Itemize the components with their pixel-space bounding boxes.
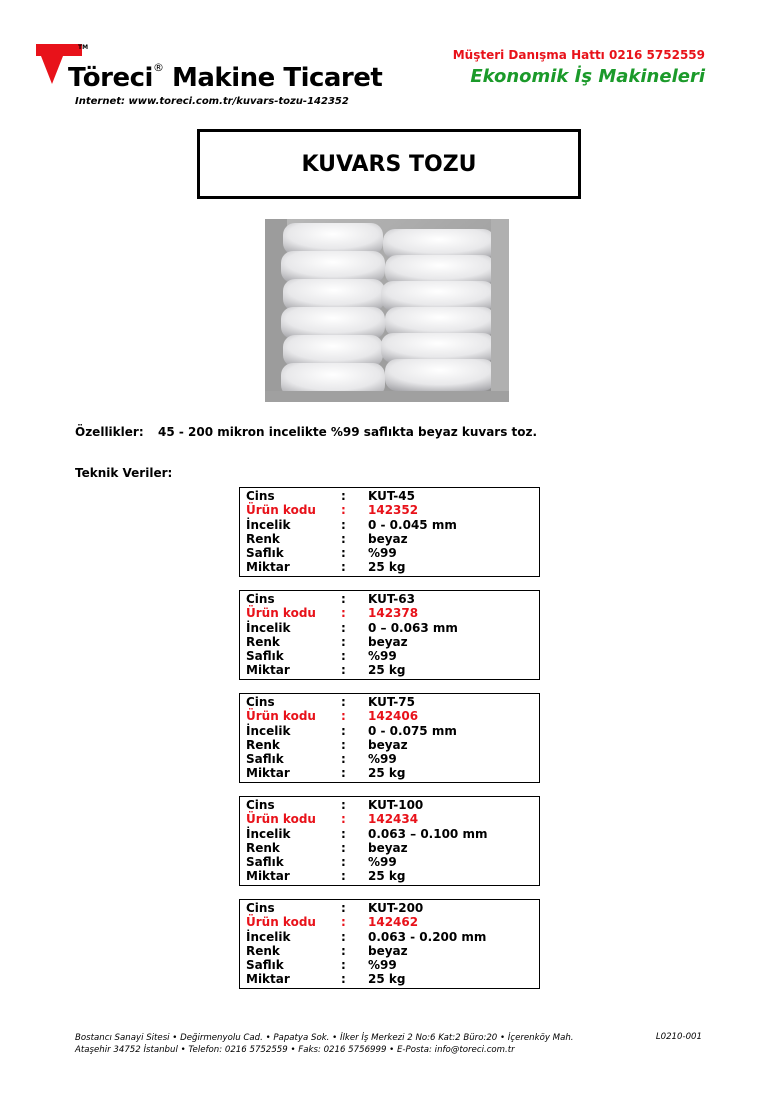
brand-name-suffix: Makine Ticaret — [172, 63, 383, 93]
spec-row-purity — [240, 649, 539, 663]
spec-row-cins — [240, 798, 539, 812]
spec-value: 0.063 – 0.100 mm — [368, 826, 488, 841]
spec-value: %99 — [368, 855, 397, 870]
spec-row-quantity — [240, 663, 539, 677]
spec-row-color — [240, 738, 539, 752]
spec-separator: : — [341, 695, 346, 709]
spec-box — [239, 693, 540, 783]
spec-separator: : — [341, 546, 346, 561]
spec-box — [239, 796, 540, 886]
spec-separator: : — [341, 649, 346, 664]
spec-separator: : — [341, 958, 346, 973]
trademark-mark: TM — [78, 44, 89, 51]
spec-value: beyaz — [368, 531, 408, 546]
footer-line-1: Bostancı Sanayi Sitesi • Değirmenyolu Cad. • Papatya Sok. • İlker İş Merkezi 2 No:6 Kat:2 Büro:20 • İçerenköy Mah. — [75, 1033, 574, 1043]
spec-separator: : — [341, 929, 346, 944]
spec-separator: : — [341, 489, 346, 503]
spec-row-fineness — [240, 724, 539, 738]
spec-box — [239, 899, 540, 989]
spec-separator: : — [341, 766, 346, 781]
spec-key: İncelik — [246, 517, 291, 532]
spec-value: %99 — [368, 958, 397, 973]
spec-value: beyaz — [368, 943, 408, 958]
spec-row-fineness — [240, 518, 539, 532]
spec-separator: : — [341, 634, 346, 649]
spec-key: Renk — [246, 634, 280, 649]
spec-row-purity — [240, 855, 539, 869]
spec-row-purity — [240, 752, 539, 766]
spec-row-fineness — [240, 827, 539, 841]
spec-key: Cins — [246, 901, 275, 915]
product-title-box — [197, 129, 581, 199]
spec-key: İncelik — [246, 826, 291, 841]
spec-value: 25 kg — [368, 766, 406, 781]
technical-data-label: Teknik Veriler: — [75, 466, 173, 480]
spec-value: 0.063 - 0.200 mm — [368, 929, 487, 944]
spec-separator: : — [341, 869, 346, 884]
spec-value: %99 — [368, 752, 397, 767]
brand-name — [68, 63, 382, 93]
spec-key: Saflık — [246, 855, 284, 870]
features-line — [75, 425, 537, 439]
footer-address — [75, 1032, 574, 1056]
spec-key: Cins — [246, 695, 275, 709]
spec-row-cins — [240, 489, 539, 503]
spec-value: 142352 — [368, 503, 419, 518]
spec-separator: : — [341, 592, 346, 606]
spec-key: Cins — [246, 592, 275, 606]
spec-separator: : — [341, 752, 346, 767]
spec-row-cins — [240, 695, 539, 709]
spec-value: KUT-100 — [368, 798, 424, 812]
spec-separator: : — [341, 517, 346, 532]
spec-row-fineness — [240, 930, 539, 944]
spec-key: Cins — [246, 798, 275, 812]
spec-separator: : — [341, 737, 346, 752]
spec-value: 25 kg — [368, 663, 406, 678]
spec-separator: : — [341, 901, 346, 915]
spec-key: Renk — [246, 531, 280, 546]
spec-row-product-code — [240, 709, 539, 723]
spec-separator: : — [341, 560, 346, 575]
spec-value: %99 — [368, 546, 397, 561]
spec-key: Miktar — [246, 663, 290, 678]
spec-row-product-code — [240, 606, 539, 620]
spec-key: İncelik — [246, 723, 291, 738]
spec-key: Saflık — [246, 752, 284, 767]
spec-row-color — [240, 635, 539, 649]
spec-row-color — [240, 532, 539, 546]
spec-key: Ürün kodu — [246, 812, 316, 827]
spec-value: KUT-75 — [368, 695, 415, 709]
spec-key: Saflık — [246, 958, 284, 973]
spec-row-purity — [240, 958, 539, 972]
spec-key: Ürün kodu — [246, 709, 316, 724]
product-photo — [265, 219, 509, 402]
spec-row-quantity — [240, 560, 539, 574]
spec-separator: : — [341, 798, 346, 812]
spec-value: KUT-45 — [368, 489, 415, 503]
spec-separator: : — [341, 943, 346, 958]
spec-key: Saflık — [246, 546, 284, 561]
company-slogan: Ekonomik İş Makineleri — [470, 66, 705, 87]
spec-separator: : — [341, 663, 346, 678]
spec-value: 142462 — [368, 915, 419, 930]
spec-value: 25 kg — [368, 869, 406, 884]
spec-key: Saflık — [246, 649, 284, 664]
customer-hotline: Müşteri Danışma Hattı 0216 5752559 — [452, 48, 705, 62]
spec-separator: : — [341, 723, 346, 738]
spec-value: beyaz — [368, 840, 408, 855]
spec-key: Renk — [246, 943, 280, 958]
spec-key: Ürün kodu — [246, 915, 316, 930]
spec-value: 142434 — [368, 812, 419, 827]
spec-row-quantity — [240, 766, 539, 780]
spec-row-quantity — [240, 869, 539, 883]
spec-key: İncelik — [246, 929, 291, 944]
spec-row-cins — [240, 592, 539, 606]
spec-separator: : — [341, 709, 346, 724]
spec-row-product-code — [240, 915, 539, 929]
spec-key: Renk — [246, 737, 280, 752]
spec-value: %99 — [368, 649, 397, 664]
spec-key: Miktar — [246, 972, 290, 987]
brand-name-main: Töreci — [68, 63, 153, 93]
spec-value: 0 - 0.045 mm — [368, 517, 457, 532]
spec-separator: : — [341, 915, 346, 930]
spec-key: Cins — [246, 489, 275, 503]
spec-key: Renk — [246, 840, 280, 855]
spec-row-quantity — [240, 972, 539, 986]
spec-row-product-code — [240, 503, 539, 517]
spec-value: 25 kg — [368, 560, 406, 575]
internet-address: Internet: www.toreci.com.tr/kuvars-tozu-142352 — [75, 96, 349, 107]
spec-value: 25 kg — [368, 972, 406, 987]
spec-key: Miktar — [246, 869, 290, 884]
spec-separator: : — [341, 972, 346, 987]
spec-box — [239, 590, 540, 680]
spec-separator: : — [341, 531, 346, 546]
spec-key: İncelik — [246, 620, 291, 635]
features-text: 45 - 200 mikron incelikte %99 saflıkta beyaz kuvars toz. — [158, 425, 538, 439]
spec-box — [239, 487, 540, 577]
spec-row-color — [240, 841, 539, 855]
spec-value: 0 – 0.063 mm — [368, 620, 458, 635]
spec-separator: : — [341, 606, 346, 621]
spec-key: Ürün kodu — [246, 503, 316, 518]
spec-row-purity — [240, 546, 539, 560]
spec-value: 0 - 0.075 mm — [368, 723, 457, 738]
spec-value: beyaz — [368, 634, 408, 649]
spec-value: 142406 — [368, 709, 419, 724]
spec-key: Ürün kodu — [246, 606, 316, 621]
spec-separator: : — [341, 826, 346, 841]
spec-key: Miktar — [246, 766, 290, 781]
registered-mark: ® — [152, 61, 164, 74]
features-label: Özellikler: — [75, 425, 144, 439]
spec-separator: : — [341, 812, 346, 827]
spec-separator: : — [341, 855, 346, 870]
spec-separator: : — [341, 840, 346, 855]
spec-separator: : — [341, 620, 346, 635]
spec-row-product-code — [240, 812, 539, 826]
product-title: KUVARS TOZU — [301, 151, 477, 177]
document-code: L0210-001 — [655, 1032, 702, 1042]
footer-line-2: Ataşehir 34752 İstanbul • Telefon: 0216 5752559 • Faks: 0216 5756999 • E-Posta: info@toreci.com.tr — [75, 1045, 515, 1055]
spec-row-fineness — [240, 621, 539, 635]
spec-row-cins — [240, 901, 539, 915]
spec-value: beyaz — [368, 737, 408, 752]
spec-row-color — [240, 944, 539, 958]
spec-value: KUT-63 — [368, 592, 415, 606]
spec-key: Miktar — [246, 560, 290, 575]
spec-value: 142378 — [368, 606, 419, 621]
spec-separator: : — [341, 503, 346, 518]
spec-value: KUT-200 — [368, 901, 424, 915]
